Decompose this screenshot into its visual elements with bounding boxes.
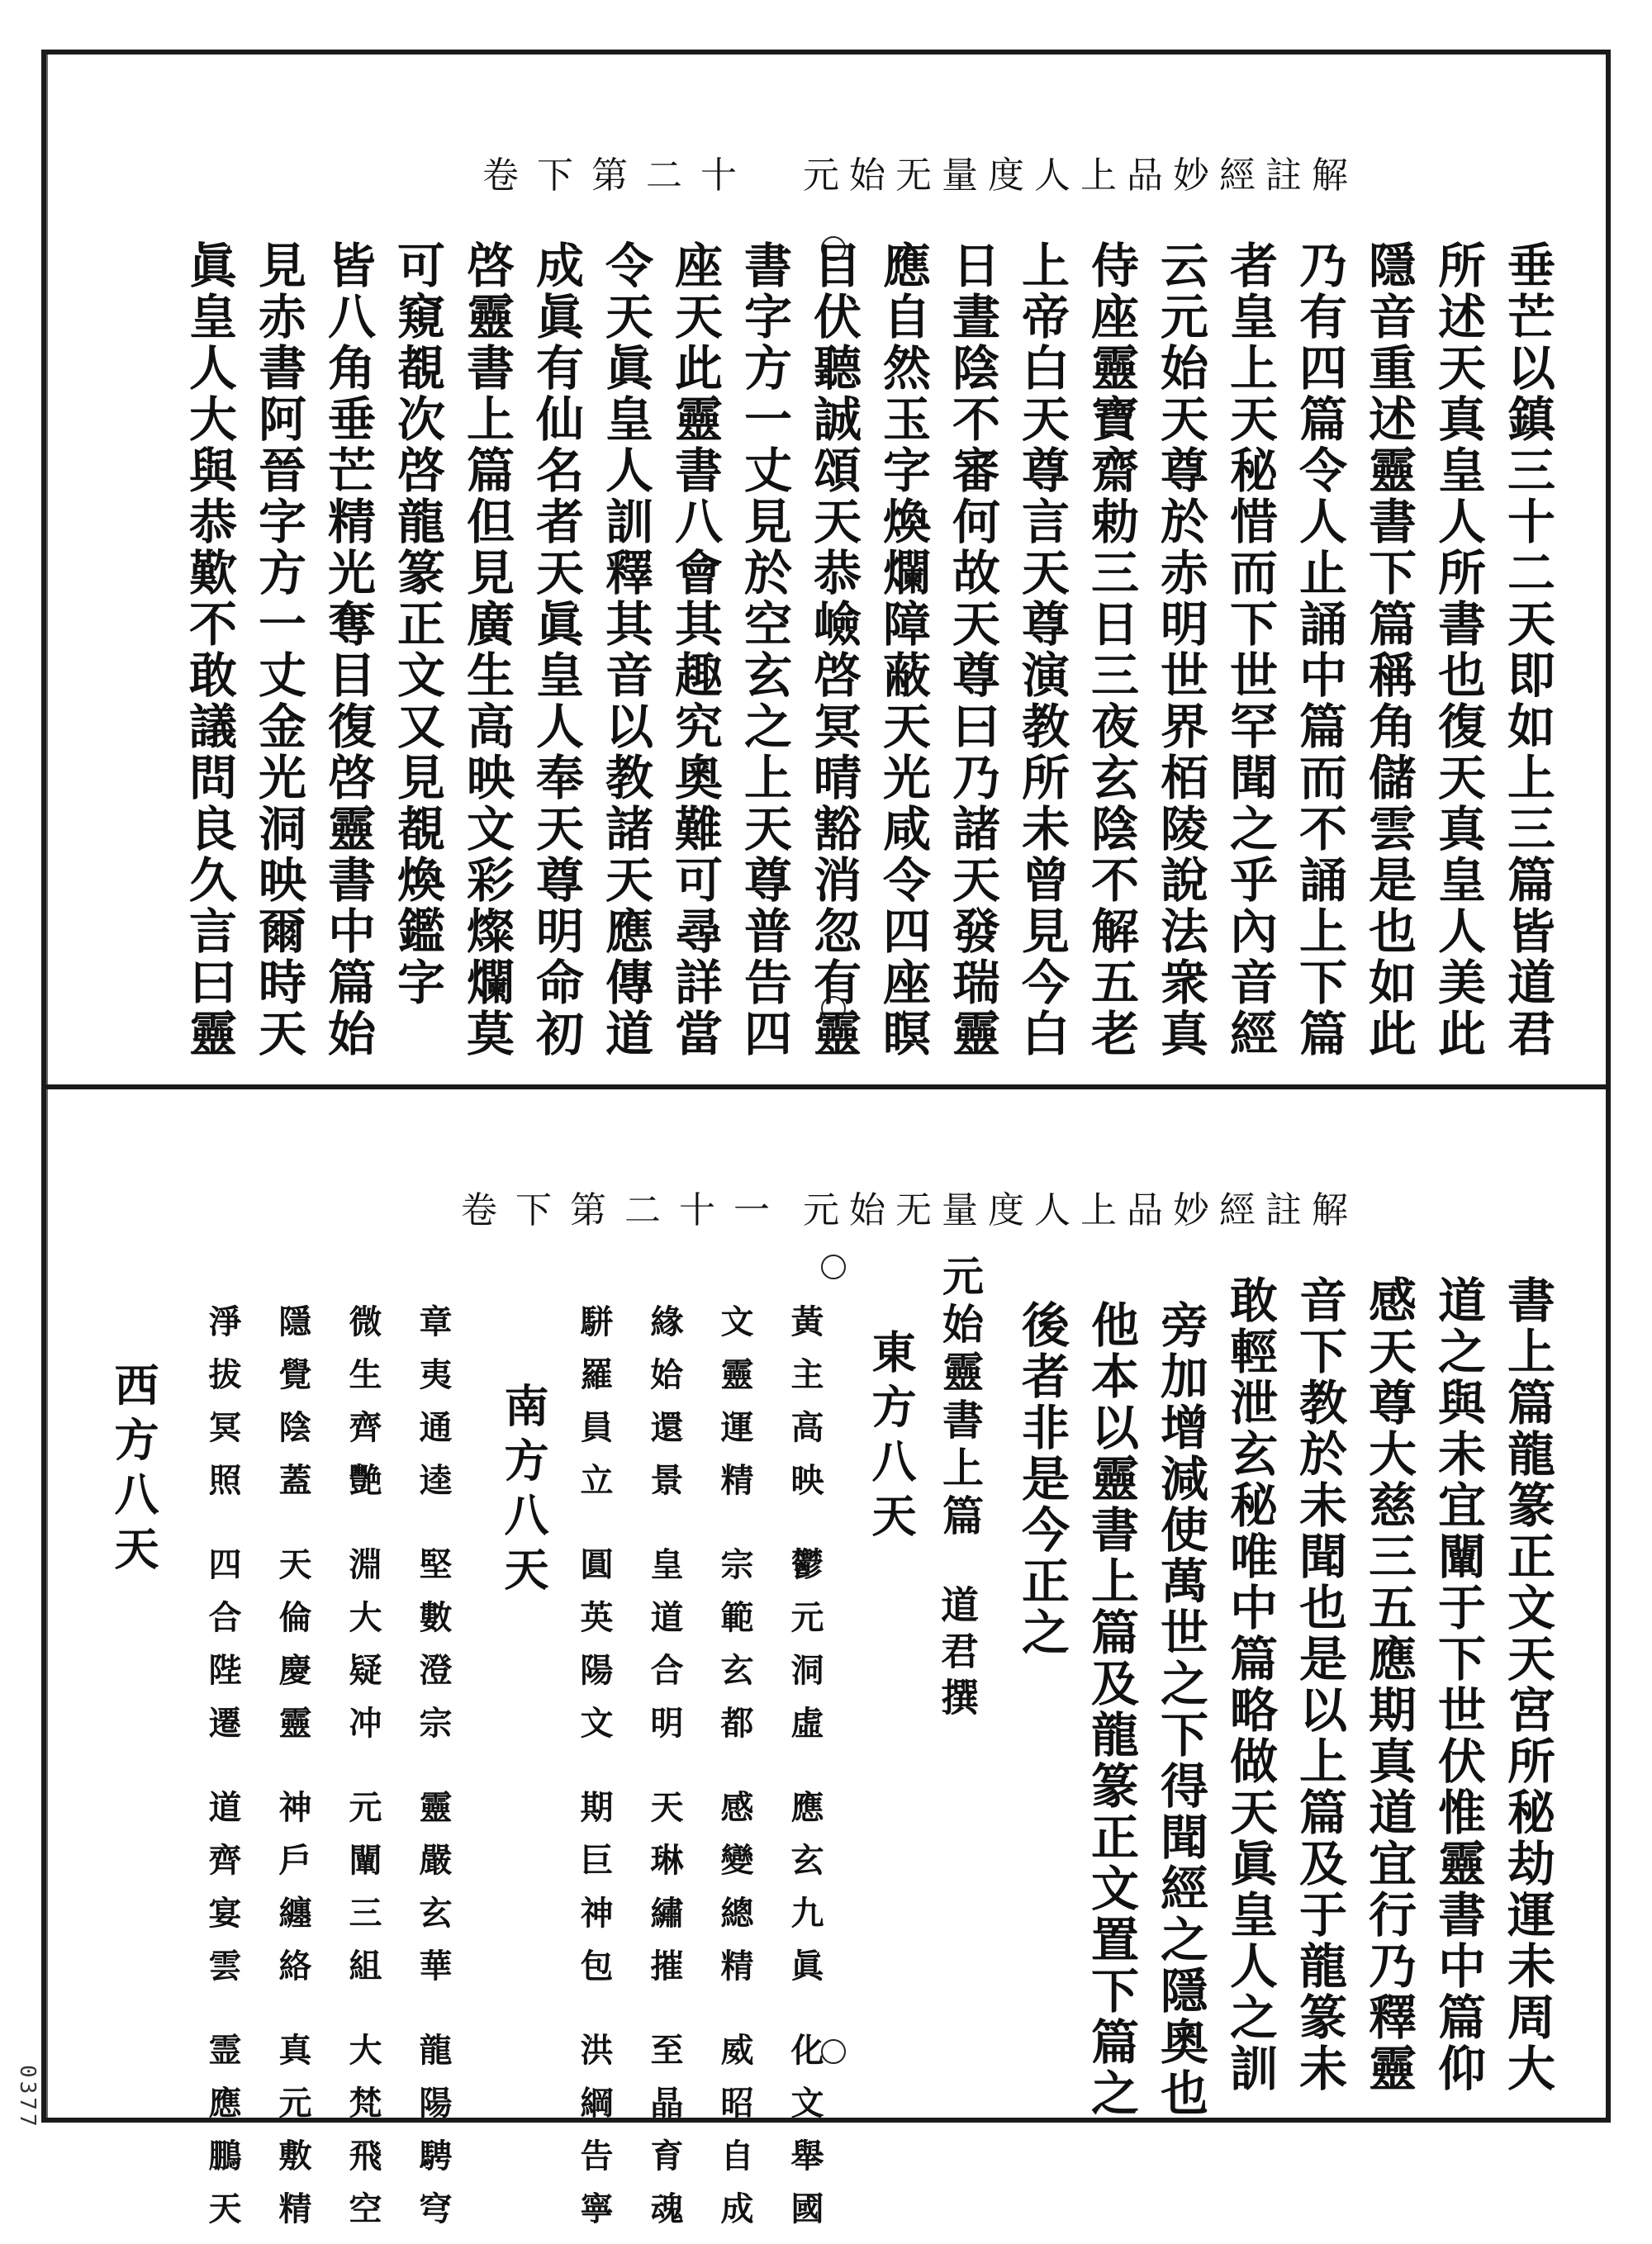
top-text-columns	[46, 240, 1606, 1068]
text-column: 眞皇人大與恭歎不敢議問良久言曰靈	[181, 240, 237, 1060]
heaven-name-column: 微生齊艷 淵大疑冲 元闡三組 大梵飛空	[344, 1304, 382, 2244]
text-column: 音下教於未聞也是以上篇及于龍篆未	[1291, 1275, 1347, 2095]
heaven-name-column: 黃主高映 鬱元洞虛 應玄九眞 化文舉國	[786, 1304, 824, 2244]
header-juan: 卷下第二十	[482, 154, 755, 197]
heaven-name-column: 緣姶還景 皇道合明 天琳繡摧 至晶育魂	[645, 1304, 684, 2244]
text-column: 見赤書阿晉字方一丈金光洞映爾時天	[250, 240, 306, 1060]
text-column: 垂芒以鎮三十二天即如上三篇皆道君	[1499, 240, 1555, 1060]
text-column: 啓靈書上篇但見廣生高映文彩燦爛莫	[458, 240, 515, 1060]
text-column: 應自然玉字煥爛障蔽天光咸令四座瞑	[875, 240, 931, 1060]
header-title: 元始无量度人上品妙經註解	[803, 154, 1358, 197]
text-column: 侍座靈寶齋勅三日三夜玄陰不解五老	[1083, 240, 1139, 1060]
top-page-header	[46, 145, 1606, 197]
section-title: 元始靈書上篇	[936, 1255, 985, 1542]
text-column: 書字方一丈見於空玄之上天尊普告四	[736, 240, 792, 1060]
text-column: 云元始天尊於赤明世界栢陵說法衆真	[1152, 240, 1208, 1060]
page-number: 0377	[15, 2065, 40, 2130]
text-column: 所述天真皇人所書也復天真皇人美此	[1430, 240, 1486, 1060]
text-column: 感天尊大慈三五應期真道宜行乃釋靈	[1360, 1275, 1417, 2095]
text-column: 後者非是今正之	[1014, 1300, 1070, 1658]
bottom-page	[46, 1089, 1606, 2244]
east-heading: 東方八天	[865, 1329, 918, 1547]
west-heading: 西方八天	[107, 1362, 160, 1580]
text-column: 他本以靈書上篇及龍篆正文置下篇之	[1083, 1300, 1139, 2119]
text-column: 可窺覩次啓龍篆正文又見覩煥鑑字	[389, 240, 445, 1008]
text-column: 皆八角垂芒精光奪目復啓靈書中篇始	[320, 240, 376, 1060]
south-heading: 南方八天	[497, 1383, 550, 1601]
heaven-name-column: 駢羅員立 圓英陽文 期巨神包 洪綱告寧	[575, 1304, 614, 2244]
header-title: 元始无量度人上品妙經註解	[803, 1189, 1358, 1231]
text-column: 令天眞皇人訓釋其音以教諸天應傳道	[597, 240, 653, 1060]
text-column: 乃有四篇令人止誦中篇而不誦上下篇	[1291, 240, 1347, 1060]
text-column: 書上篇龍篆正文天宮所秘劫運未周大	[1499, 1275, 1555, 2095]
top-page	[46, 55, 1606, 1084]
text-column: 成眞有仙名者天眞皇人奉天尊明命初	[528, 240, 584, 1060]
text-column: 敢輕泄玄秘唯中篇略做天眞皇人之訓	[1222, 1275, 1278, 2095]
text-column: 者皇上天秘惜而下世罕聞之乎內音經	[1222, 240, 1278, 1060]
text-column: 座天此靈書八會其趣究奧難可尋詳當	[667, 240, 723, 1060]
text-column: 目伏聽誠頌天恭嶮啓冥晴豁消忽有靈	[805, 240, 862, 1060]
text-column: 日晝陰不審何故天尊曰乃諸天發瑞靈	[944, 240, 1000, 1060]
heaven-name-column: 淨拔冥照 四合陛遷 道齊宴雲 霊應鵬天	[203, 1304, 242, 2244]
header-juan: 卷下第二十一	[461, 1189, 788, 1231]
text-column: 上帝白天尊言天尊演教所未曾見今白	[1014, 240, 1070, 1060]
author-line: 道君撰	[935, 1585, 980, 1724]
text-column: 旁加增減使萬世之下得聞經之隱奧也	[1152, 1300, 1208, 2119]
text-column: 隱音重述靈書下篇稱角儲雲是也如此	[1360, 240, 1417, 1060]
text-column: 道之與未宜闡于下世伏惟靈書中篇仰	[1430, 1275, 1486, 2095]
heaven-name-column: 文靈運精 宗範玄都 感變總精 威昭自成	[715, 1304, 754, 2244]
bottom-page-header	[46, 1180, 1606, 1231]
heaven-name-column: 隱覺陰蓋 天倫慶靈 神戶纏絡 真元敷精	[273, 1304, 312, 2244]
heaven-name-column: 章夷通逵 堅數澄宗 靈嚴玄華 龍陽騁穹	[414, 1304, 453, 2244]
